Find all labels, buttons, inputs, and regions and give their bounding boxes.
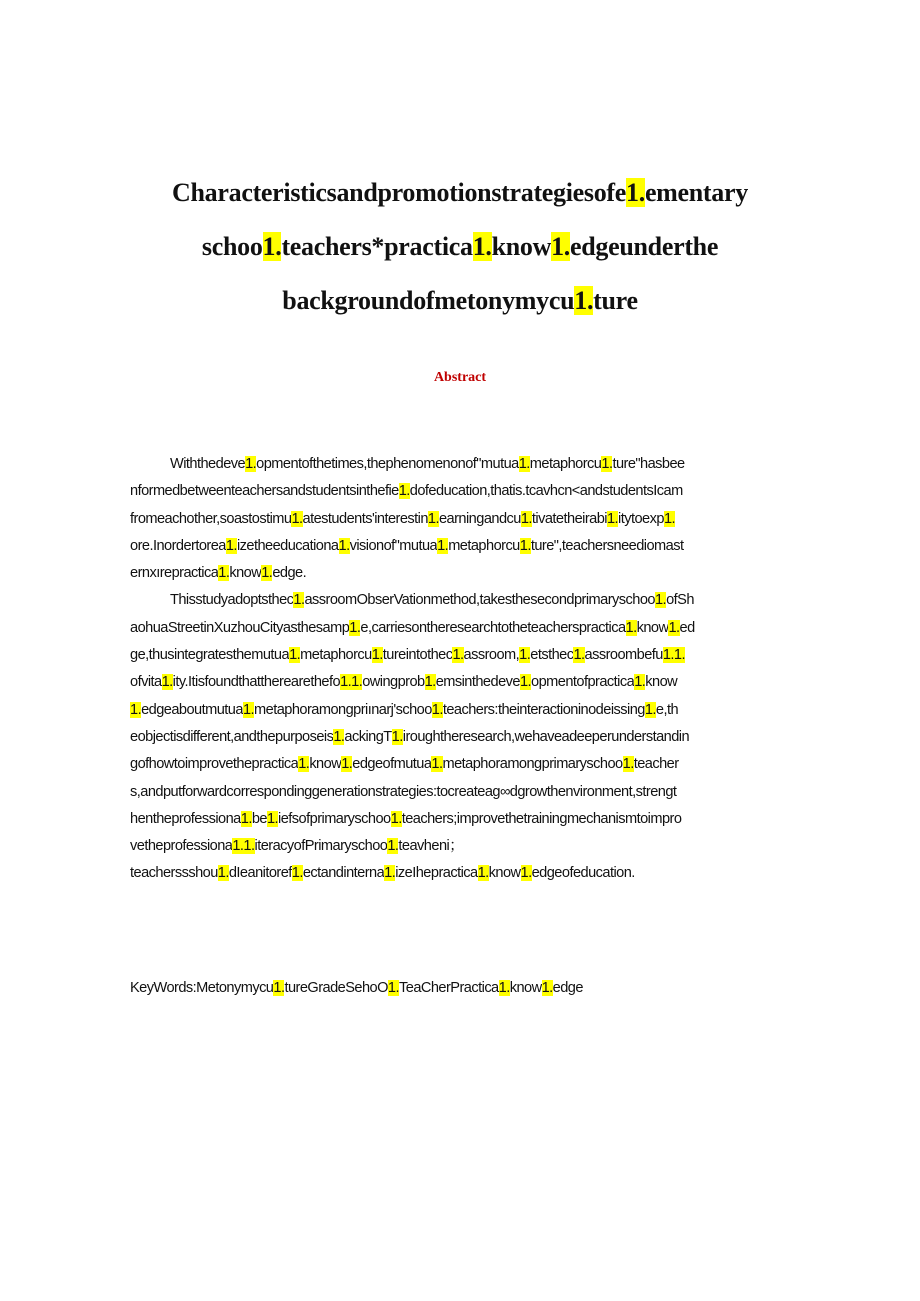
- text-run: hentheprofessiona: [130, 810, 241, 827]
- title-line: [100, 220, 820, 274]
- text-run: edge.: [272, 565, 307, 582]
- highlighted-text: 1.: [390, 810, 402, 827]
- highlighted-text: 1.: [498, 980, 510, 996]
- highlighted-text: 1.: [217, 865, 229, 882]
- highlighted-text: 1.: [161, 674, 173, 691]
- text-run: know: [309, 756, 342, 773]
- text-run: aohuaStreetinXuzhouCityasthesamp: [130, 619, 350, 636]
- text-run: TeaCherPractica: [399, 980, 499, 996]
- text-run: iroughtheresearch,wehaveadeeperunderstandin: [402, 728, 690, 745]
- text-line: [130, 533, 790, 560]
- text-run: fromeachother,soastostimu: [130, 510, 292, 527]
- highlighted-text: 1.: [273, 980, 285, 996]
- text-run: teachers;improvethetrainingmechanismtoimpro: [401, 810, 682, 827]
- text-run: schoo: [201, 232, 263, 261]
- text-run: edge: [552, 980, 583, 996]
- text-run: iteracyofPrimaryschoo: [254, 838, 388, 855]
- text-run: earningandcu: [438, 510, 521, 527]
- highlighted-text: 1.: [431, 756, 443, 773]
- abstract-heading: Abstract: [433, 370, 487, 385]
- highlighted-text: 1.1.: [340, 674, 363, 691]
- text-line: [130, 860, 790, 887]
- text-run: metaphorcu: [529, 456, 602, 472]
- title-line: [100, 274, 820, 328]
- paragraph: [130, 587, 790, 887]
- text-line: [130, 560, 790, 587]
- text-run: edgeofmutua: [352, 756, 432, 773]
- highlighted-text: 1.: [266, 810, 279, 827]
- text-run: edgeofeducation.: [531, 865, 635, 882]
- highlighted-text: 1.: [242, 701, 255, 718]
- text-run: ackingT: [344, 728, 392, 745]
- text-run: ge,thusintegratesthemutua: [130, 647, 290, 664]
- text-run: know: [488, 865, 521, 882]
- text-run: ture: [593, 286, 638, 315]
- text-line: [130, 751, 790, 778]
- text-run: edgeaboutmutua: [141, 701, 243, 718]
- highlighted-text: 1.: [130, 701, 142, 718]
- highlighted-text: 1.: [626, 178, 645, 207]
- text-run: edgeunderthe: [570, 232, 719, 261]
- text-run: e,th: [655, 701, 679, 718]
- text-run: diomast: [636, 537, 684, 554]
- text-line: [130, 615, 790, 642]
- highlighted-text: 1.: [573, 647, 585, 664]
- text-line: [130, 724, 790, 751]
- highlighted-text: 1.: [519, 647, 531, 664]
- text-run: opmentofpractica: [531, 674, 635, 691]
- text-run: teavheni；: [398, 838, 464, 855]
- text-run: visionof"mutua: [349, 537, 438, 554]
- text-run: dofeducation,thatis.tcavhcn<andstudentsIcam: [409, 483, 683, 500]
- highlighted-text: 1.: [551, 232, 571, 261]
- text-run: opmentofthetimes,thephenomenonof"mutua: [256, 456, 519, 472]
- text-run: teachers:theinteractioninodeissing: [442, 701, 645, 718]
- text-run: teachers*practica: [281, 232, 473, 261]
- highlighted-text: 1.: [291, 510, 303, 527]
- text-run: dIeanitoref: [228, 865, 292, 882]
- title-line: [100, 166, 820, 220]
- text-run: ity.Itisfoundthattherearethefo: [172, 674, 341, 691]
- highlighted-text: 1.: [668, 619, 680, 636]
- text-run: metaphoramongpriınarj'schoo: [254, 701, 432, 718]
- highlighted-text: 1.: [472, 232, 492, 261]
- highlighted-text: 1.: [477, 865, 489, 882]
- text-run: ofvita: [130, 674, 162, 691]
- text-run: know: [509, 980, 542, 996]
- highlighted-text: 1.: [519, 674, 532, 691]
- highlighted-text: 1.: [452, 647, 464, 664]
- highlighted-text: 1.: [289, 647, 301, 664]
- abstract-body: [130, 451, 790, 888]
- highlighted-text: 1.: [424, 674, 436, 691]
- text-run: backgroundofmetonymycu: [282, 286, 575, 315]
- text-line: [130, 669, 790, 696]
- text-run: Withthedeve: [170, 456, 246, 472]
- highlighted-text: 1.: [519, 537, 531, 554]
- text-line: [130, 833, 790, 860]
- text-line: [130, 642, 790, 669]
- text-run: owingprob: [362, 674, 425, 691]
- text-run: be: [251, 810, 267, 827]
- text-run: tivatetheirabi: [531, 510, 607, 527]
- text-run: tureintothec: [382, 647, 453, 664]
- text-run: know: [636, 619, 669, 636]
- highlighted-text: 1.: [387, 980, 399, 996]
- highlighted-text: 1.: [218, 565, 230, 582]
- highlighted-text: 1.: [520, 510, 532, 527]
- highlighted-text: 1.: [622, 756, 634, 773]
- text-run: ture",teachersnee: [530, 537, 637, 554]
- text-line: [130, 506, 790, 533]
- text-run: tureGradeSehoO: [284, 980, 388, 996]
- highlighted-text: 1.: [437, 537, 449, 554]
- highlighted-text: 1.: [240, 810, 252, 827]
- text-run: ed: [679, 619, 695, 636]
- text-run: etsthec: [530, 647, 574, 664]
- highlighted-text: 1.: [518, 456, 530, 472]
- highlighted-text: 1.: [291, 865, 303, 882]
- highlighted-text: 1.: [644, 701, 656, 718]
- highlighted-text: 1.: [574, 286, 594, 315]
- text-run: teacher: [633, 756, 679, 773]
- highlighted-text: 1.: [371, 647, 383, 664]
- text-run: assroom,: [463, 647, 520, 664]
- text-run: iefsofprimaryschoo: [278, 810, 391, 827]
- text-line: [130, 451, 790, 478]
- text-run: ernxırepractica: [130, 565, 219, 582]
- text-line: [130, 806, 790, 833]
- text-run: emsinthedeve: [435, 674, 520, 691]
- text-run: gofhowtoimprovethepractica: [130, 756, 299, 773]
- text-line: [130, 779, 790, 806]
- highlighted-text: 1.: [225, 537, 237, 554]
- highlighted-text: 1.: [341, 756, 353, 773]
- text-run: s,andputforwardcorrespondinggenerationstrategies:tocreateag∞dgrowthenvironment,strengt: [130, 783, 677, 800]
- highlighted-text: 1.: [427, 510, 439, 527]
- text-run: nformedbetweenteachersandstudentsinthefie: [130, 483, 399, 500]
- highlighted-text: 1.1.: [232, 838, 255, 855]
- highlighted-text: 1.: [398, 483, 410, 500]
- text-run: know: [645, 674, 678, 691]
- highlighted-text: 1.1.: [662, 647, 686, 664]
- text-run: ectandinterna: [302, 865, 385, 882]
- highlighted-text: 1.: [293, 592, 305, 609]
- highlighted-text: 1.: [245, 456, 257, 472]
- text-run: Characteristicsandpromotionstrategiesofe: [172, 178, 627, 207]
- text-run: eobjectisdifferent,andthepurposeis: [130, 728, 334, 745]
- text-line: [130, 697, 790, 724]
- highlighted-text: 1.: [654, 592, 667, 609]
- highlighted-text: 1.: [625, 619, 637, 636]
- text-line: [130, 478, 790, 505]
- keywords-line: [130, 975, 790, 1002]
- highlighted-text: 1.: [541, 980, 553, 996]
- highlighted-text: 1.: [634, 674, 646, 691]
- highlighted-text: 1.: [391, 728, 403, 745]
- paper-title: [100, 166, 820, 328]
- text-run: metaphoramongprimaryschoo: [442, 756, 623, 773]
- text-run: izeIhepractica: [395, 865, 478, 882]
- text-run: e,carriesontheresearchtotheteacherspractica: [360, 619, 626, 636]
- text-run: assroomObserVationmethod,takesthesecondprimaryschoo: [304, 592, 655, 609]
- highlighted-text: 1.: [431, 701, 443, 718]
- text-run: teacherssshou: [130, 865, 218, 882]
- highlighted-text: 1.: [387, 838, 399, 855]
- text-run: know: [229, 565, 262, 582]
- highlighted-text: 1.: [384, 865, 396, 882]
- text-run: ementary: [644, 178, 748, 207]
- text-run: vetheprofessiona: [130, 838, 233, 855]
- paragraph: [130, 451, 790, 587]
- highlighted-text: 1.: [601, 456, 613, 472]
- text-run: itytoexp: [618, 510, 664, 527]
- highlighted-text: 1.: [606, 510, 619, 527]
- text-run: KeyWords:Metonymycu: [130, 980, 274, 996]
- text-run: ture"hasbee: [612, 456, 685, 472]
- highlighted-text: 1.: [262, 232, 282, 261]
- text-run: ofSh: [666, 592, 694, 609]
- text-run: atestudents'interestin: [302, 510, 428, 527]
- highlighted-text: 1.: [261, 565, 273, 582]
- highlighted-text: 1.: [663, 510, 676, 527]
- text-run: ore.Inordertorea: [130, 537, 226, 554]
- highlighted-text: 1.: [338, 537, 350, 554]
- text-run: metaphorcu: [300, 647, 372, 664]
- highlighted-text: 1.: [298, 756, 310, 773]
- text-line: [130, 587, 790, 614]
- text-run: izetheeducationa: [236, 537, 339, 554]
- text-run: Thisstudyadoptsthec: [170, 592, 294, 609]
- highlighted-text: 1.: [520, 865, 532, 882]
- text-run: metaphorcu: [448, 537, 520, 554]
- text-run: know: [491, 232, 552, 261]
- highlighted-text: 1.: [333, 728, 345, 745]
- text-run: assroombefu: [584, 647, 663, 664]
- highlighted-text: 1.: [349, 619, 361, 636]
